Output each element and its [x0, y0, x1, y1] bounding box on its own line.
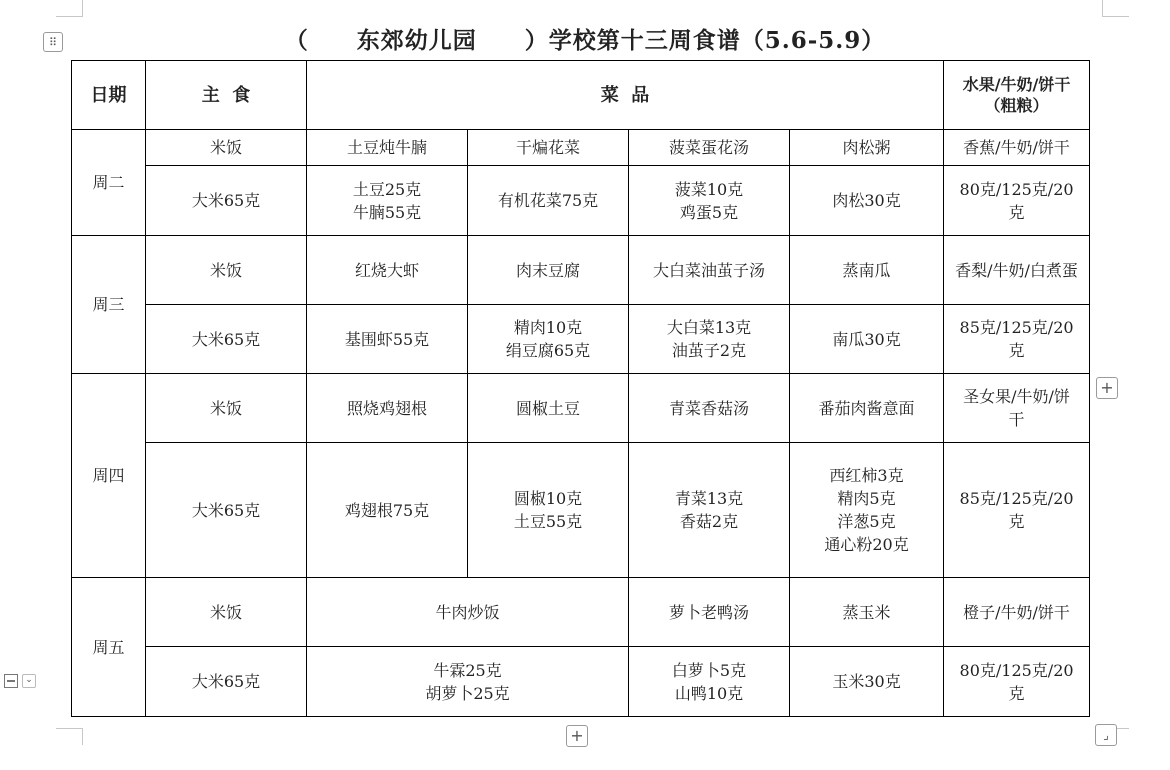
title-rest: ）学校第十三周食谱（5.6-5.9）: [524, 27, 886, 54]
dish-cell: 干煸花菜: [468, 130, 629, 166]
dish-cell: 肉末豆腐: [468, 236, 629, 305]
staple-cell: 米饭: [146, 236, 307, 305]
table-row: [72, 374, 1090, 443]
dish-qty-cell: 大白菜13克 油茧子2克: [629, 305, 790, 374]
dish-qty-cell-merged: 牛霖25克 胡萝卜25克: [307, 647, 629, 717]
header-dishes: 菜 品: [307, 61, 944, 130]
staple-cell: 米饭: [146, 130, 307, 166]
dish-cell: 土豆炖牛腩: [307, 130, 468, 166]
dish-qty-cell: 西红柿3克 精肉5克 洋葱5克 通心粉20克: [790, 443, 944, 578]
fruit-qty-cell: 85克/125克/20 克: [944, 305, 1090, 374]
dish-cell: 蒸玉米: [790, 578, 944, 647]
table-row: [72, 236, 1090, 305]
staple-qty-cell: 大米65克: [146, 443, 307, 578]
fruit-cell: 香蕉/牛奶/饼干: [944, 130, 1090, 166]
page-corner-mark: [1102, 0, 1129, 17]
dish-cell: 肉松粥: [790, 130, 944, 166]
page-corner-mark: [56, 728, 83, 745]
day-cell: 周二: [72, 130, 146, 236]
dish-cell: 照烧鸡翅根: [307, 374, 468, 443]
dish-qty-cell: 白萝卜5克 山鸭10克: [629, 647, 790, 717]
staple-qty-cell: 大米65克: [146, 305, 307, 374]
dish-qty-cell: 有机花菜75克: [468, 166, 629, 236]
weekly-menu-table: [71, 60, 1090, 717]
day-cell: 周三: [72, 236, 146, 374]
dish-cell: 红烧大虾: [307, 236, 468, 305]
fruit-qty-cell: 80克/125克/20 克: [944, 166, 1090, 236]
fruit-qty-cell: 80克/125克/20 克: [944, 647, 1090, 717]
dish-cell: 大白菜油茧子汤: [629, 236, 790, 305]
staple-qty-cell: 大米65克: [146, 166, 307, 236]
dish-qty-cell: 青菜13克 香菇2克: [629, 443, 790, 578]
table-row: [72, 443, 1090, 578]
dish-qty-cell: 南瓜30克: [790, 305, 944, 374]
staple-qty-cell: 大米65克: [146, 647, 307, 717]
day-cell: 周四: [72, 374, 146, 578]
fruit-cell: 圣女果/牛奶/饼 干: [944, 374, 1090, 443]
header-row: [72, 61, 1090, 130]
layout-icon: [4, 674, 18, 688]
dish-cell: 青菜香菇汤: [629, 374, 790, 443]
table-resize-icon[interactable]: ⌟: [1095, 724, 1117, 746]
dish-cell: 萝卜老鸭汤: [629, 578, 790, 647]
dish-cell: 圆椒土豆: [468, 374, 629, 443]
dish-qty-cell: 基围虾55克: [307, 305, 468, 374]
table-row: [72, 130, 1090, 166]
staple-cell: 米饭: [146, 578, 307, 647]
dish-qty-cell: 肉松30克: [790, 166, 944, 236]
layout-options-button[interactable]: [4, 670, 36, 692]
dish-qty-cell: 土豆25克 牛腩55克: [307, 166, 468, 236]
table-row: [72, 305, 1090, 374]
fruit-qty-cell: 85克/125克/20 克: [944, 443, 1090, 578]
header-fruit: 水果/牛奶/饼干 （粗粮）: [944, 61, 1090, 130]
dish-qty-cell: 菠菜10克 鸡蛋5克: [629, 166, 790, 236]
page-corner-mark: [56, 0, 83, 17]
table-row: [72, 578, 1090, 647]
day-cell: 周五: [72, 578, 146, 717]
title-school-name: 东郊幼儿园: [356, 27, 477, 54]
title-open-paren: （: [284, 27, 309, 54]
add-row-button[interactable]: +: [566, 725, 588, 747]
table-row: [72, 166, 1090, 236]
table-row: [72, 647, 1090, 717]
staple-cell: 米饭: [146, 374, 307, 443]
dish-qty-cell: 玉米30克: [790, 647, 944, 717]
page-title: [0, 22, 1170, 55]
dish-cell: 番茄肉酱意面: [790, 374, 944, 443]
dish-qty-cell: 精肉10克 绢豆腐65克: [468, 305, 629, 374]
dish-qty-cell: 鸡翅根75克: [307, 443, 468, 578]
dish-qty-cell: 圆椒10克 土豆55克: [468, 443, 629, 578]
dish-cell: 菠菜蛋花汤: [629, 130, 790, 166]
fruit-cell: 橙子/牛奶/饼干: [944, 578, 1090, 647]
header-staple: 主 食: [146, 61, 307, 130]
table-move-handle-icon[interactable]: ⠿: [43, 32, 63, 52]
dish-cell-merged: 牛肉炒饭: [307, 578, 629, 647]
header-date: 日期: [72, 61, 146, 130]
fruit-cell: 香梨/牛奶/白煮蛋: [944, 236, 1090, 305]
chevron-down-icon: ⌄: [22, 674, 36, 688]
add-column-button[interactable]: +: [1096, 377, 1118, 399]
dish-cell: 蒸南瓜: [790, 236, 944, 305]
